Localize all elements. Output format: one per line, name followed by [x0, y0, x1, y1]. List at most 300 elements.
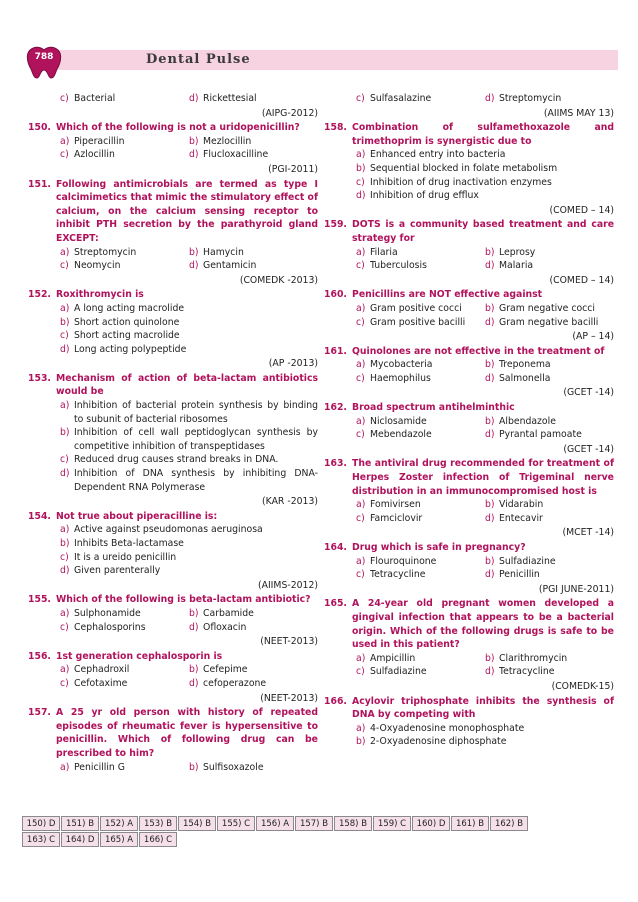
option-letter: c): [356, 372, 365, 384]
option: [485, 302, 614, 316]
question-stem: 1st generation cephalosporin is: [56, 650, 223, 662]
option: [189, 677, 318, 691]
option-letter: c): [356, 316, 365, 328]
option: [356, 498, 485, 512]
option-text: 4-Oxyadenosine monophosphate: [370, 722, 525, 734]
option-text: Gram negative bacilli: [499, 316, 599, 328]
option: [28, 453, 318, 467]
option-letter: b): [356, 162, 366, 174]
tooth-icon: [22, 44, 66, 80]
option: [356, 372, 485, 386]
question-text: [324, 218, 614, 245]
option-letter: b): [485, 415, 495, 427]
option-letter: d): [189, 93, 199, 104]
option-text: Short action quinolone: [74, 316, 180, 328]
question-source: (COMEDK -2013): [239, 274, 318, 286]
question-source: (PGI JUNE-2011): [538, 583, 614, 595]
option-text: Malaria: [499, 260, 534, 272]
option: [189, 148, 318, 162]
option-text: Albendazole: [499, 415, 556, 427]
option-row: [324, 652, 614, 666]
option-text: cefoperazone: [203, 677, 267, 689]
option-letter: d): [485, 666, 495, 678]
question-stem: Mechanism of action of beta-lactam antibiotics would be: [56, 372, 318, 398]
option: [356, 246, 485, 260]
option-text: Haemophilus: [370, 372, 431, 384]
option-letter: b): [485, 652, 495, 664]
option-row: [324, 372, 614, 386]
option-text: Sulfadiazine: [370, 666, 427, 678]
question-text: [28, 288, 318, 302]
option: [324, 735, 614, 749]
question-stem: Broad spectrum antihelminthic: [352, 402, 515, 414]
answer-cell: 153) B: [139, 816, 177, 831]
option-row: [324, 555, 614, 569]
option-letter: c): [356, 93, 365, 104]
question-number: 164.: [324, 542, 347, 553]
option: [28, 316, 318, 330]
option: [485, 652, 614, 666]
option-text: Sequential blocked in folate metabolism: [370, 162, 558, 174]
option-text: Reduced drug causes strand breaks in DNA.: [74, 454, 279, 466]
option-text: It is a ureido penicillin: [74, 551, 177, 563]
option-letter: a): [356, 555, 366, 567]
option-text: Inhibition of drug inactivation enzymes: [370, 176, 552, 188]
option-letter: b): [356, 736, 366, 748]
option-text: Flucloxacilline: [203, 149, 269, 161]
option: [28, 467, 318, 494]
question-stem: Following antimicrobials are termed as type I calcimimetics that mimic the stimulatory effect of calcium, on the calcium sensing receptor to inhibit PTH secretion by the parathyroid gland EXCEPT:: [56, 178, 318, 244]
option-text: Sulfadiazine: [499, 555, 556, 567]
option: [28, 426, 318, 453]
question-stem: Drug which is safe in pregnancy?: [352, 542, 526, 553]
option-letter: a): [60, 761, 70, 773]
option: [485, 358, 614, 372]
option-text: Streptomycin: [499, 93, 562, 104]
option-letter: b): [485, 246, 495, 258]
question-source: (AP -2013): [268, 358, 318, 370]
answer-cell: 150) D: [22, 816, 60, 831]
option-row: [28, 607, 318, 621]
option-letter: a): [356, 149, 366, 161]
option: [28, 564, 318, 578]
option-row: [324, 358, 614, 372]
answer-key: [22, 816, 568, 848]
option-row: [324, 316, 614, 330]
answer-cell: 161) B: [451, 816, 489, 831]
option-letter: a): [356, 415, 366, 427]
option-text: Rickettesial: [203, 93, 257, 104]
answer-row: [22, 816, 568, 832]
option-text: Inhibition of drug efflux: [370, 190, 479, 202]
option-letter: b): [60, 427, 70, 439]
option-letter: c): [60, 621, 69, 633]
question-stem: Combination of sulfamethoxazole and trimethoprim is synergistic due to: [352, 122, 614, 147]
option: [356, 302, 485, 316]
option-letter: c): [60, 260, 69, 272]
option-letter: c): [356, 666, 365, 678]
answer-cell: 154) B: [178, 816, 216, 831]
option-text: Bacterial: [74, 93, 116, 104]
option-text: Cefepime: [203, 664, 248, 676]
option-text: Carbamide: [203, 607, 254, 619]
question-source: (NEET-2013): [260, 692, 318, 704]
question-text: [28, 593, 318, 607]
question-source: (COMED – 14): [549, 274, 614, 286]
option-letter: d): [60, 343, 70, 355]
option-letter: b): [189, 246, 199, 258]
option: [324, 148, 614, 162]
question-stem: DOTS is a community based treatment and care strategy for: [352, 219, 614, 244]
option-text: Vidarabin: [499, 499, 544, 511]
option-letter: a): [356, 302, 366, 314]
question-stem: The antiviral drug recommended for treatment of Herpes Zoster infection of Trigeminal nerve distribution in an immunocompromised host is: [352, 458, 614, 497]
option-row: [324, 665, 614, 679]
option-letter: a): [356, 246, 366, 258]
question-stem: Which of the following is beta-lactam antibiotic?: [56, 594, 311, 606]
option-text: Pyrantal pamoate: [499, 429, 582, 441]
option-text: Active against pseudomonas aeruginosa: [74, 524, 263, 536]
option-letter: d): [485, 260, 495, 272]
option-text: Hamycin: [203, 246, 244, 258]
option-letter: b): [485, 302, 495, 314]
option: [356, 415, 485, 429]
option-text: Penicillin: [499, 569, 540, 581]
answer-cell: 155) C: [217, 816, 255, 831]
option-letter: d): [356, 190, 366, 202]
question-number: 157.: [28, 707, 51, 719]
option: [485, 316, 614, 330]
option: [485, 568, 614, 582]
question-stem: A 25 yr old person with history of repeated episodes of rheumatic fever is hypersensitive to penicillin. Which of following drug can be prescribed to him?: [56, 707, 318, 759]
option-letter: c): [60, 677, 69, 689]
option: [324, 189, 614, 203]
page-header: [22, 44, 618, 74]
option-row: [324, 512, 614, 526]
question-source: (AP – 14): [572, 331, 614, 343]
option: [28, 523, 318, 537]
option-text: Treponema: [499, 359, 551, 371]
option-letter: c): [60, 330, 69, 342]
option: [189, 663, 318, 677]
option: [485, 665, 614, 679]
option-text: Inhibition of bacterial protein synthesis by binding to subunit of bacterial ribosomes: [74, 400, 318, 425]
option-letter: a): [60, 400, 70, 412]
option: [189, 246, 318, 260]
option-text: Inhibition of cell wall peptidoglycan synthesis by competitive inhibition of transpeptidases: [74, 427, 318, 452]
option: [60, 761, 189, 775]
option: [485, 415, 614, 429]
option-letter: b): [189, 607, 199, 619]
question-number: 160.: [324, 289, 347, 301]
question-text: [324, 345, 614, 359]
question-number: 152.: [28, 289, 51, 301]
option-letter: b): [189, 664, 199, 676]
option-text: Clarithromycin: [499, 652, 568, 664]
header-band: [38, 50, 618, 70]
option-letter: a): [60, 607, 70, 619]
question-text: [28, 510, 318, 524]
option-letter: c): [60, 93, 69, 104]
option: [485, 92, 614, 106]
option: [60, 92, 189, 106]
question-stem: Acylovir triphosphate inhibits the synthesis of DNA by competing with: [352, 695, 614, 721]
question-stem: Penicillins are NOT effective against: [352, 289, 543, 301]
question-text: [28, 178, 318, 246]
question-text: [28, 121, 318, 135]
option-letter: d): [60, 565, 70, 577]
option-text: Tuberculosis: [370, 260, 427, 272]
question-text: [324, 597, 614, 651]
option: [28, 399, 318, 426]
answer-cell: 162) B: [490, 816, 528, 831]
option-letter: c): [60, 454, 69, 466]
option-text: Gram positive bacilli: [370, 316, 466, 328]
option-row: [28, 148, 318, 162]
option: [60, 607, 189, 621]
option-text: Short acting macrolide: [74, 330, 180, 342]
answer-cell: 166) C: [139, 832, 177, 847]
option-row: [28, 663, 318, 677]
question-stem: Not true about piperacilline is:: [56, 510, 218, 522]
option-row: [324, 428, 614, 442]
option-text: Mebendazole: [370, 429, 432, 441]
option-letter: a): [60, 302, 70, 314]
option: [356, 316, 485, 330]
question-number: 158.: [324, 122, 347, 134]
option-text: 2-Oxyadenosine diphosphate: [370, 736, 507, 748]
option: [324, 176, 614, 190]
question-number: 153.: [28, 372, 51, 384]
question-stem: Roxithromycin is: [56, 289, 144, 301]
option-letter: d): [485, 93, 495, 104]
option: [356, 665, 485, 679]
option-text: Inhibits Beta-lactamase: [74, 538, 184, 549]
question-number: 156.: [28, 650, 51, 662]
option: [28, 329, 318, 343]
option-letter: c): [60, 149, 69, 161]
option-text: Flouroquinone: [370, 555, 437, 567]
option-text: Gentamicin: [203, 260, 257, 272]
option-letter: d): [189, 621, 199, 633]
option-text: Cefotaxime: [74, 677, 128, 689]
option-letter: d): [485, 569, 495, 581]
question-source: (COMED – 14): [549, 204, 614, 216]
question-number: 151.: [28, 178, 51, 190]
option-letter: a): [356, 499, 366, 511]
option-letter: b): [60, 316, 70, 328]
option: [324, 722, 614, 736]
option-text: Tetracycline: [370, 569, 426, 581]
question-source: (MCET -14): [562, 527, 614, 539]
answer-cell: 164) D: [61, 832, 99, 847]
option-text: Enhanced entry into bacteria: [370, 149, 506, 161]
answer-cell: 151) B: [61, 816, 99, 831]
question-stem: A 24-year old pregnant women developed a gingival infection that appears to be a bacterial origin. Which of the following drugs is safe to be used in this patient?: [352, 598, 614, 651]
option-letter: a): [356, 359, 366, 371]
option-text: Mycobacteria: [370, 359, 433, 371]
option: [485, 512, 614, 526]
question-number: 162.: [324, 402, 347, 414]
answer-cell: 165) A: [100, 832, 138, 847]
option-row: [324, 568, 614, 582]
question-source: (GCET -14): [563, 443, 614, 455]
question-source: (PGI-2011): [268, 163, 318, 175]
option: [485, 498, 614, 512]
question-stem: Which of the following is not a uridopenicillin?: [56, 122, 300, 134]
option-row: [28, 761, 318, 775]
option: [60, 148, 189, 162]
option: [485, 259, 614, 273]
option-text: Given parenterally: [74, 565, 161, 577]
option: [485, 372, 614, 386]
answer-cell: 157) B: [295, 816, 333, 831]
option-letter: c): [356, 429, 365, 441]
question-source: (KAR -2013): [262, 496, 318, 508]
option-letter: d): [485, 316, 495, 328]
answer-cell: 152) A: [100, 816, 138, 831]
option: [60, 663, 189, 677]
option: [189, 135, 318, 149]
option: [189, 259, 318, 273]
page-number: 788: [34, 52, 54, 62]
option-row: [28, 677, 318, 691]
option-letter: d): [485, 429, 495, 441]
option: [356, 358, 485, 372]
option-text: Fomivirsen: [370, 499, 421, 511]
option-text: Tetracycline: [499, 666, 555, 678]
question-source: (COMEDK-15): [551, 680, 614, 692]
question-text: [28, 372, 318, 399]
option-text: Sulphonamide: [74, 607, 141, 619]
option-text: Mezlocillin: [203, 135, 252, 147]
option-letter: d): [60, 468, 70, 480]
question-number: 155.: [28, 594, 51, 606]
option-letter: b): [485, 555, 495, 567]
option-text: Ofloxacin: [203, 621, 247, 633]
option-letter: a): [60, 246, 70, 258]
option-text: Famciclovir: [370, 512, 423, 524]
option: [28, 551, 318, 565]
option-letter: a): [356, 722, 366, 734]
option: [189, 621, 318, 635]
option-row: [28, 246, 318, 260]
option-text: Piperacillin: [74, 135, 125, 147]
option: [189, 92, 318, 106]
option: [485, 246, 614, 260]
option-text: Filaria: [370, 246, 398, 258]
option-letter: c): [356, 512, 365, 524]
option-letter: d): [189, 149, 199, 161]
question-number: 165.: [324, 598, 347, 610]
question-text: [324, 457, 614, 498]
option-text: Penicillin G: [74, 761, 125, 773]
answer-cell: 163) C: [22, 832, 60, 847]
question-text: [324, 121, 614, 148]
answer-cell: 158) B: [334, 816, 372, 831]
answer-row: [22, 832, 568, 848]
option-text: Gram positive cocci: [370, 302, 462, 314]
question-source: (AIIMS MAY 13): [543, 107, 614, 119]
option-text: Sulfasalazine: [370, 93, 432, 104]
option-text: Azlocillin: [74, 149, 115, 161]
option-letter: a): [60, 664, 70, 676]
option-text: Niclosamide: [370, 415, 427, 427]
option: [356, 512, 485, 526]
option: [356, 428, 485, 442]
option-text: Leprosy: [499, 246, 536, 258]
question-text: [324, 288, 614, 302]
option: [356, 259, 485, 273]
page-title: Dental Pulse: [146, 52, 251, 67]
option-letter: d): [485, 512, 495, 524]
option: [60, 135, 189, 149]
option: [60, 246, 189, 260]
question-text: [28, 650, 318, 664]
option-letter: b): [189, 135, 199, 147]
option-text: Cephadroxil: [74, 664, 130, 676]
option-letter: b): [189, 761, 199, 773]
option-row: [28, 92, 318, 106]
option-text: Entecavir: [499, 512, 543, 524]
option: [356, 92, 485, 106]
option-letter: b): [60, 538, 70, 549]
option: [60, 677, 189, 691]
option-letter: d): [485, 372, 495, 384]
left-column: [28, 92, 318, 774]
question-number: 163.: [324, 458, 347, 470]
option-text: Neomycin: [74, 260, 121, 272]
option-text: Gram negative cocci: [499, 302, 595, 314]
option-row: [324, 415, 614, 429]
question-text: [28, 706, 318, 760]
option-letter: c): [356, 176, 365, 188]
option-text: Salmonella: [499, 372, 551, 384]
option: [485, 428, 614, 442]
question-text: [324, 695, 614, 722]
option-text: Ampicillin: [370, 652, 416, 664]
question-number: 161.: [324, 345, 347, 357]
option-letter: d): [189, 677, 199, 689]
option-row: [28, 135, 318, 149]
option-text: Streptomycin: [74, 246, 137, 258]
option: [356, 568, 485, 582]
option: [60, 259, 189, 273]
option-letter: d): [189, 260, 199, 272]
option-row: [324, 302, 614, 316]
answer-cell: 156) A: [256, 816, 294, 831]
question-text: [324, 401, 614, 415]
option-letter: a): [60, 524, 70, 536]
question-number: 150.: [28, 122, 51, 134]
answer-cell: 160) D: [412, 816, 450, 831]
option-letter: b): [485, 359, 495, 371]
option-letter: a): [60, 135, 70, 147]
option: [60, 621, 189, 635]
option-letter: c): [60, 551, 69, 563]
question-source: (GCET -14): [563, 387, 614, 399]
option-text: Inhibition of DNA synthesis by inhibiting DNA-Dependent RNA Polymerase: [74, 468, 318, 493]
question-text: [324, 541, 614, 555]
question-number: 154.: [28, 510, 51, 522]
option: [356, 652, 485, 666]
option-row: [28, 621, 318, 635]
option-letter: b): [485, 499, 495, 511]
option-letter: c): [356, 260, 365, 272]
option: [485, 555, 614, 569]
option-letter: c): [356, 569, 365, 581]
question-number: 159.: [324, 219, 347, 231]
